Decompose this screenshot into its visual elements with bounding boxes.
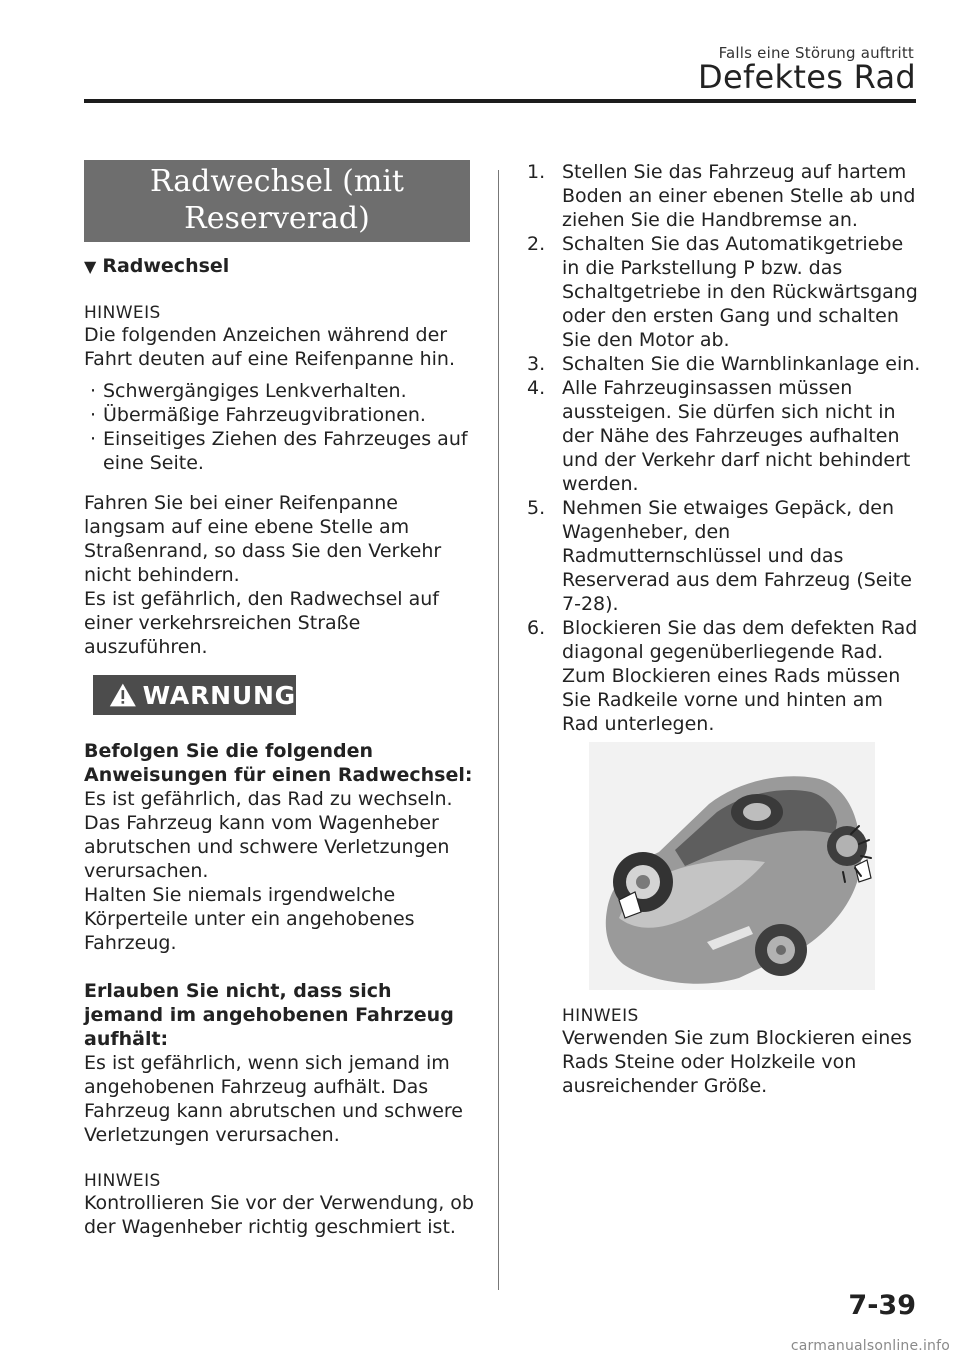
step-number: 2. <box>527 233 546 255</box>
warning-text-1a: Es ist gefährlich, das Rad zu wechseln. Das Fahrzeug kann vom Wagenheber abrutschen und schwere Verletzungen verursachen. <box>84 788 453 882</box>
column-divider <box>498 170 499 1290</box>
warning-triangle-icon <box>109 680 137 710</box>
triangle-down-icon: ▼ <box>84 257 97 276</box>
step-text: Stellen Sie das Fahrzeug auf hartem Boden an einer ebenen Stelle ab und ziehen Sie die Handbremse an. <box>562 161 916 231</box>
paragraph-flat-tire: Fahren Sie bei einer Reifenpanne langsam auf eine ebene Stelle am Straßenrand, so dass Sie den Verkehr nicht behindern. <box>84 492 442 586</box>
warning-heading-1: Befolgen Sie die folgenden Anweisungen für einen Radwechsel: <box>84 740 473 786</box>
topic-title-line-1: Radwechsel (mit <box>149 164 404 199</box>
list-item: · Einseitiges Ziehen des Fahrzeuges auf eine Seite. <box>84 427 474 475</box>
step-item <box>525 160 925 232</box>
topic-title-box <box>84 160 470 242</box>
step-item <box>525 232 925 352</box>
symptom-list <box>84 379 474 475</box>
note-text-1: Die folgenden Anzeichen während der Fahrt deuten auf eine Reifenpanne hin. <box>84 324 455 370</box>
wheel-blocking-illustration <box>589 742 875 990</box>
watermark-text: carmanualsonline.info <box>790 1338 950 1354</box>
step-number: 3. <box>527 353 546 375</box>
header-rule <box>84 99 916 103</box>
figure-note-label: HINWEIS <box>562 1006 639 1026</box>
section-title: Defektes Rad <box>698 58 916 96</box>
procedure-steps <box>525 160 925 736</box>
step-item <box>525 616 925 736</box>
step-number: 5. <box>527 497 546 519</box>
step-number: 4. <box>527 377 546 399</box>
warning-text-1b: Halten Sie niemals irgendwelche Körperteile unter ein angehobenes Fahrzeug. <box>84 884 415 954</box>
chapter-title: Falls eine Störung auftritt <box>718 44 914 62</box>
warning-label: WARNUNG <box>142 680 296 710</box>
note-text-2: Kontrollieren Sie vor der Verwendung, ob der Wagenheber richtig geschmiert ist. <box>84 1192 474 1238</box>
note-label-2: HINWEIS <box>84 1171 161 1191</box>
right-column <box>525 160 925 1098</box>
step-text: Schalten Sie die Warnblinkanlage ein. <box>562 353 921 375</box>
page-number: 7-39 <box>848 1290 916 1321</box>
note-label-1: HINWEIS <box>84 303 161 323</box>
step-text: Alle Fahrzeuginsassen müssen aussteigen. Sie dürfen sich nicht in der Nähe des Fahrzeuges aufhalten und der Verkehr darf nicht behindert werden. <box>562 377 911 495</box>
step-text: Schalten Sie das Automatikgetriebe in die Parkstellung P bzw. das Schaltgetriebe in den Rückwärtsgang oder den ersten Gang und schalten Sie den Motor ab. <box>562 233 918 351</box>
list-item: · Übermäßige Fahrzeugvibrationen. <box>84 403 474 427</box>
step-text: Blockieren Sie das dem defekten Rad diagonal gegenüberliegende Rad. Zum Blockieren eines Rads müssen Sie Radkeile vorne und hinten am Rad unterlegen. <box>562 617 918 735</box>
subheading <box>84 255 474 277</box>
topic-title-line-2: Reserverad) <box>184 201 370 236</box>
warning-heading-2: Erlauben Sie nicht, dass sich jemand im angehobenen Fahrzeug aufhält: <box>84 980 454 1050</box>
warning-text-2: Es ist gefährlich, wenn sich jemand im angehobenen Fahrzeug aufhält. Das Fahrzeug kann abrutschen und schwere Verletzungen verursachen. <box>84 1052 463 1146</box>
paragraph-danger: Es ist gefährlich, den Radwechsel auf einer verkehrsreichen Straße auszuführen. <box>84 588 439 658</box>
left-column <box>84 160 474 1239</box>
step-item <box>525 352 925 376</box>
list-item: · Schwergängiges Lenkverhalten. <box>84 379 474 403</box>
step-text: Nehmen Sie etwaiges Gepäck, den Wagenheber, den Radmutternschlüssel und das Reserverad aus dem Fahrzeug (Seite 7-28). <box>562 497 912 615</box>
figure-note-text: Verwenden Sie zum Blockieren eines Rads Steine oder Holzkeile von ausreichender Größe. <box>562 1027 912 1097</box>
step-item <box>525 496 925 616</box>
step-number: 6. <box>527 617 546 639</box>
car-illustration <box>589 742 875 990</box>
warning-banner <box>93 675 296 715</box>
step-item <box>525 376 925 496</box>
step-number: 1. <box>527 161 546 183</box>
subheading-text: Radwechsel <box>102 255 230 277</box>
